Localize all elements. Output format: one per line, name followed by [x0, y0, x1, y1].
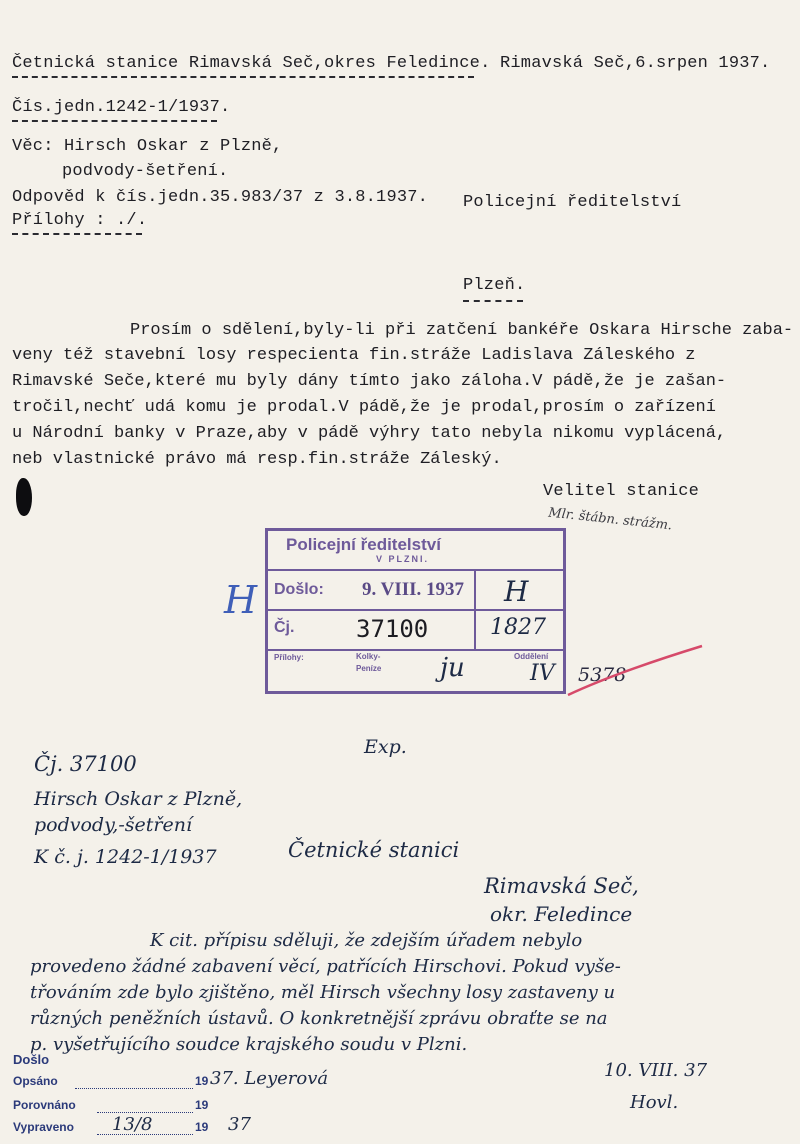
porovnano-label: Porovnáno [13, 1098, 76, 1112]
punch-mark [16, 478, 32, 516]
reply-to-reference: Odpověd k čís.jedn.35.983/37 z 3.8.1937. [12, 188, 429, 207]
reply-cj: Čj. 37100 [34, 752, 137, 776]
subject-line-2: podvody-šetření. [62, 162, 229, 181]
stamp-hand-ju: ju [440, 653, 465, 683]
stamp-hand-iv: IV [530, 661, 555, 686]
reply-reference: K č. j. 1242-1/1937 [34, 846, 217, 868]
station-underline [12, 76, 474, 78]
reply-district: okr. Feledince [490, 902, 633, 926]
oddeleni-label: Oddělení [514, 652, 549, 661]
cj-label: Čj. [274, 619, 295, 636]
reply-place: Rimavská Seč, [484, 874, 639, 898]
porovnano-year: 19 [195, 1098, 209, 1112]
signature-handwriting: Mlr. štábn. strážm. [547, 505, 673, 534]
reference-number: Čís.jedn.1242-1/1937. [12, 98, 231, 117]
vypraveno-year-hand: 37 [228, 1114, 251, 1135]
vypraveno-label: Vypraveno [13, 1120, 74, 1134]
vypraveno-handwriting: 13/8 [112, 1114, 153, 1135]
kolky-label: Kolky- [356, 652, 381, 661]
reply-addressee: Četnické stanici [288, 838, 460, 862]
vypraveno-year: 19 [195, 1120, 209, 1134]
subject-line-1: Věc: Hirsch Oskar z Plzně, [12, 137, 283, 156]
received-label: Došlo: [274, 581, 324, 598]
received-date: 9. VIII. 1937 [362, 579, 465, 600]
received-stamp [265, 528, 566, 694]
attachments: Přílohy : ./. [12, 211, 148, 230]
reply-line-2: provedeno žádné zabavení věcí, patřících Hirschovi. Pokud vyše- [30, 956, 621, 977]
opsano-handwriting: 37. Leyerová [210, 1068, 329, 1089]
body-line-4: tročil,nechť udá komu je prodal.V pádě,že je prodal,prosím o zařízení [12, 398, 716, 417]
recipient-name: Policejní ředitelství [463, 193, 682, 212]
stamp-hand-h: H [504, 575, 529, 608]
attachments-label: Přílohy: [274, 653, 304, 662]
cj-number: 37100 [356, 615, 429, 643]
recipient-city: Plzeň. [463, 276, 526, 295]
dosle-label: Došlo [13, 1052, 50, 1067]
reply-line-5: p. vyšetřujícího soudce krajského soudu v Plzni. [30, 1034, 468, 1055]
attachments-underline [12, 233, 142, 235]
stamp-subtitle: V PLZNI. [376, 554, 430, 564]
blue-h-mark: H [224, 578, 258, 622]
opsano-label: Opsáno [13, 1074, 58, 1088]
body-line-6: neb vlastnické právo má resp.fin.stráže Záleský. [12, 450, 502, 469]
opsano-year: 19 [195, 1074, 209, 1088]
station-heading: Četnická stanice Rimavská Seč,okres Feledince. [12, 54, 491, 73]
body-line-3: Rimavské Seče,které mu byly dány tímto jako záloha.V pádě,že je zašan- [12, 372, 727, 391]
place-date: Rimavská Seč,6.srpen 1937. [500, 54, 771, 73]
reply-line-4: různých peněžních ústavů. O konkretnější zprávu obraťte se na [30, 1008, 608, 1029]
red-number-note: 5378 [578, 664, 627, 686]
reply-line-1: K cit. přípisu sděluji, že zdejším úřadem nebylo [150, 930, 583, 951]
red-strike-mark [560, 640, 710, 700]
reply-sign: Hovl. [630, 1092, 679, 1113]
reply-subject-2: podvody,-šetření [34, 814, 193, 836]
recipient-city-underline [463, 300, 523, 302]
reply-line-3: třováním zde bylo zjištěno, měl Hirsch všechny losy zastaveny u [30, 982, 616, 1003]
reply-date: 10. VIII. 37 [604, 1060, 708, 1081]
reference-underline [12, 120, 217, 122]
stamp-title: Policejní ředitelství [286, 535, 441, 554]
exp-note: Exp. [364, 736, 407, 758]
body-line-5: u Národní banky v Praze,aby v pádě výhry tato nebyla nikomu vyplácená, [12, 424, 727, 443]
reply-subject-1: Hirsch Oskar z Plzně, [34, 788, 243, 810]
penize-label: Peníze [356, 664, 382, 673]
body-line-2: veny též stavební losy respecienta fin.stráže Ladislava Záleského z [12, 346, 696, 365]
body-line-1: Prosím o sdělení,byly-li při zatčení bankéře Oskara Hirsche zaba- [130, 321, 794, 340]
cj-extra: 1827 [490, 615, 546, 640]
signature-title: Velitel stanice [543, 482, 700, 501]
